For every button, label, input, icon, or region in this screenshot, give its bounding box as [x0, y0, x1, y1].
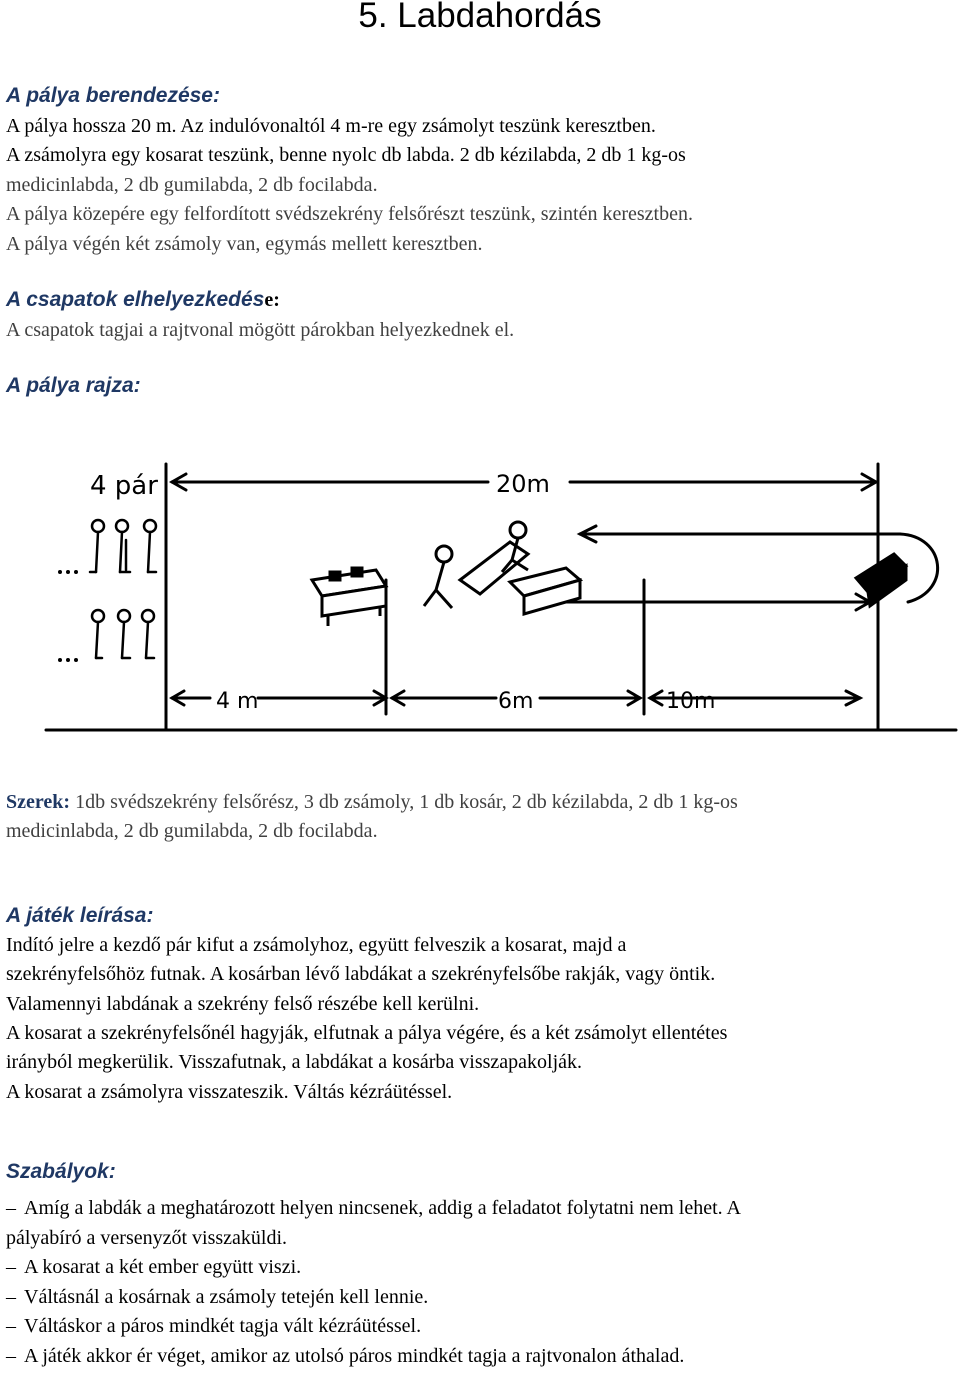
description-line: Valamennyi labdának a szekrény felső részébe kell kerülni.	[6, 993, 480, 1015]
dash-icon: –	[6, 1285, 16, 1308]
equipment-text: 1db svédszekrény felsőrész, 3 db zsámoly, 1 db kosár, 2 db kézilabda, 2 db 1 kg-os	[70, 791, 738, 813]
setup-line: medicinlabda, 2 db gumilabda, 2 db focilabda.	[6, 174, 378, 196]
field-drawing	[40, 430, 960, 750]
rule-item	[6, 1312, 741, 1342]
setup-heading: A pálya berendezése:	[6, 84, 220, 107]
rule-item	[6, 1194, 741, 1224]
page-title: 5. Labdahordás	[358, 0, 602, 35]
dash-icon: –	[6, 1344, 16, 1367]
rule-item	[6, 1342, 741, 1372]
rule-item-continued	[6, 1224, 741, 1254]
rules-heading: Szabályok:	[6, 1160, 116, 1183]
equipment-lead: Szerek:	[6, 791, 71, 813]
rules-list	[6, 1194, 741, 1371]
rule-text: Váltásnál a kosárnak a zsámoly tetején kell lennie.	[24, 1285, 429, 1308]
setup-line: A pálya végén két zsámoly van, egymás mellett keresztben.	[6, 233, 483, 255]
description-line: szekrényfelsőhöz futnak. A kosárban lévő labdákat a szekrényfelsőbe rakják, vagy öntik.	[6, 963, 716, 985]
label-seg1: 4 m	[216, 689, 259, 714]
teams-heading-tail: e:	[264, 289, 280, 311]
description-line: Indító jelre a kezdő pár kifut a zsámolyhoz, együtt felveszik a kosarat, majd a	[6, 934, 627, 956]
team-figures	[90, 520, 156, 658]
equipment-line: medicinlabda, 2 db gumilabda, 2 db focilabda.	[6, 820, 378, 842]
label-seg3: 10m	[666, 689, 716, 714]
runners-and-box	[424, 522, 580, 614]
rule-item	[6, 1253, 741, 1283]
teams-heading-main: A csapatok elhelyezkedés	[6, 288, 265, 311]
description-line: irányból megkerülik. Visszafutnak, a labdákat a kosárba visszapakolják.	[6, 1051, 583, 1073]
setup-line: A pálya közepére egy felfordított svédszekrény felsőrészt teszünk, szintén keresztben.	[6, 203, 693, 225]
description-line: A kosarat a szekrényfelsőnél hagyják, elfutnak a pálya végére, és a két zsámolyt ellentétes	[6, 1022, 728, 1044]
label-total: 20m	[496, 470, 550, 498]
rule-text: pályabíró a versenyzőt visszaküldi.	[6, 1226, 288, 1249]
stool-with-basket	[312, 568, 386, 626]
rule-text: A játék akkor ér véget, amikor az utolsó páros mindkét tagja a rajtvonalon áthalad.	[24, 1344, 685, 1367]
rule-text: Amíg a labdák a meghatározott helyen nincsenek, addig a feladatot folytatni nem lehet. A	[24, 1197, 741, 1219]
teams-heading	[6, 288, 280, 312]
rule-text: Váltáskor a páros mindkét tagja vált kézráütéssel.	[24, 1315, 422, 1337]
setup-line: A zsámolyra egy kosarat teszünk, benne nyolc db labda. 2 db kézilabda, 2 db 1 kg-os	[6, 144, 686, 166]
description-heading: A játék leírása:	[6, 904, 154, 927]
teams-line: A csapatok tagjai a rajtvonal mögött párokban helyezkednek el.	[6, 319, 515, 341]
rule-item	[6, 1283, 741, 1313]
drawing-heading: A pálya rajza:	[6, 374, 141, 397]
dash-icon: –	[6, 1256, 16, 1278]
dash-icon: –	[6, 1315, 16, 1337]
equipment-line	[6, 788, 738, 818]
rule-text: A kosarat a két ember együtt viszi.	[24, 1256, 302, 1278]
setup-line: A pálya hossza 20 m. Az indulóvonaltól 4 m-re egy zsámolyt teszünk keresztben.	[6, 115, 656, 137]
label-seg2: 6m	[498, 689, 534, 714]
dash-icon: –	[6, 1197, 16, 1219]
dots	[58, 570, 78, 662]
description-line: A kosarat a zsámolyra visszateszik. Váltás kézráütéssel.	[6, 1081, 453, 1103]
label-pairs: 4 pár	[90, 471, 158, 501]
